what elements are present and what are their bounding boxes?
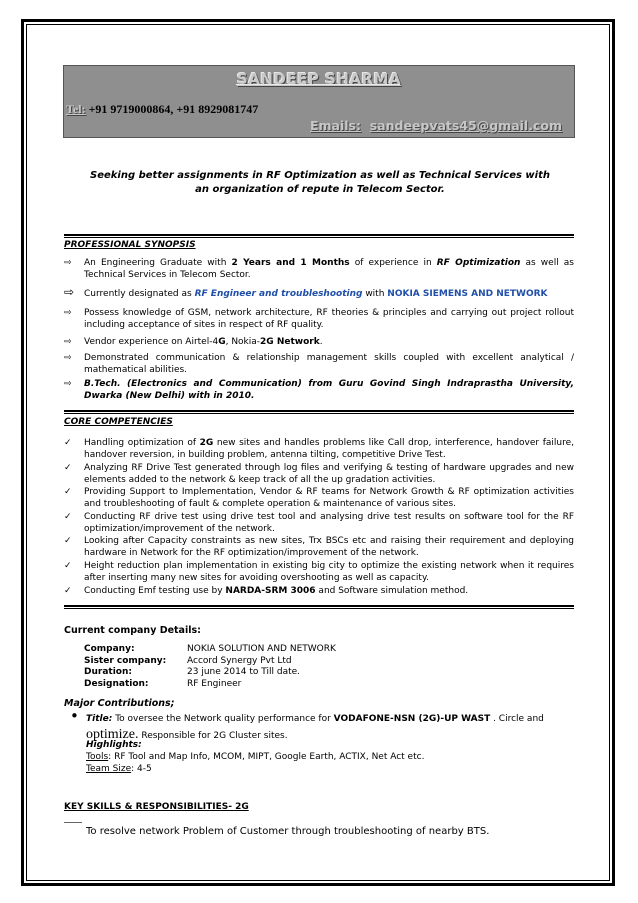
- company-details: [84, 644, 336, 690]
- competency-item: ✓ Conducting Emf testing use by NARDA-SRM 3006 and Software simulation method.: [64, 586, 469, 596]
- divider: [64, 608, 574, 609]
- arrow-icon: ⇨: [64, 353, 72, 363]
- detail-row: Company: NOKIA SOLUTION AND NETWORK: [84, 644, 336, 654]
- check-icon: ✓: [64, 438, 72, 448]
- email-label: Emails:: [309, 118, 361, 133]
- synopsis-item: ⇨ An Engineering Graduate with 2 Years and 1 Months of experience in RF Optimization as well as Technical Services in Telecom Sector.: [64, 258, 574, 280]
- candidate-name: SANDEEP SHARMA: [236, 70, 402, 88]
- tools-line: Tools: RF Tool and Map Info, MCOM, MIPT, Google Earth, ACTIX, Net Act etc.: [86, 752, 425, 762]
- synopsis-item: ⇨ Demonstrated communication & relationship management skills coupled with excellent analytical / mathematical abilities.: [64, 353, 574, 375]
- competency-item: ✓ Looking after Capacity constraints as new sites, Trx BSCs etc and raising their requirement and deploying hardware in Network for the RF optimization/improvement of the network.: [64, 536, 574, 558]
- check-icon: ✓: [64, 536, 72, 546]
- highlights-label: Highlights:: [86, 740, 142, 750]
- divider: [64, 234, 574, 236]
- divider: [64, 237, 574, 238]
- major-contributions-title: Major Contributions;: [64, 698, 175, 709]
- divider: [64, 410, 574, 412]
- synopsis-item: ⇨ B.Tech. (Electronics and Communication) from Guru Govind Singh Indraprastha University, Dwarka (New Delhi) with in 2010.: [64, 379, 574, 401]
- objective: Seeking better assignments in RF Optimization as well as Technical Services with an organization of repute in Telecom Sector.: [90, 170, 550, 195]
- synopsis-item: ⇨ Possess knowledge of GSM, network architecture, RF theories & principles and carrying out project rollout including acceptance of sites in respect of RF quality.: [64, 308, 574, 330]
- bullet-icon: •: [70, 707, 79, 725]
- key-skills-title: KEY SKILLS & RESPONSIBILITIES- 2G: [64, 802, 249, 812]
- check-icon: ✓: [64, 586, 72, 596]
- competency-item: ✓ Providing Support to Implementation, Vendor & RF teams for Network Growth & RF optimization activities and troubleshooting of fault & complete operation & maintenance of various sites.: [64, 487, 574, 509]
- team-size-line: Team Size: 4-5: [86, 764, 152, 774]
- tel-label: Tel:: [66, 102, 86, 116]
- contribution-title: • Title: To oversee the Network quality performance for VODAFONE-NSN (2G)-UP WAST . Circle and: [70, 707, 544, 725]
- divider: [64, 605, 574, 607]
- synopsis-title: PROFESSIONAL SYNOPSIS: [64, 240, 196, 250]
- check-icon: ✓: [64, 487, 72, 497]
- arrow-icon: ⇨: [64, 337, 72, 347]
- check-icon: ✓: [64, 463, 72, 473]
- check-icon: ✓: [64, 512, 72, 522]
- detail-row: Duration: 23 june 2014 to Till date.: [84, 667, 301, 677]
- divider: [64, 822, 82, 823]
- competency-item: ✓ Height reduction plan implementation in existing big city to optimize the existing network when it requires after inserting many new sites for avoiding overshooting as well as capacity.: [64, 561, 574, 583]
- synopsis-item: ⇨ Currently designated as RF Engineer and troubleshooting with NOKIA SIEMENS AND NETWORK: [64, 285, 548, 299]
- competency-item: ✓ Handling optimization of 2G new sites and handles problems like Call drop, interference, handover failure, handover reversion, in building problem, antenna tilting, competitive Drive Test.: [64, 438, 574, 460]
- key-skills-text: To resolve network Problem of Customer through troubleshooting of nearby BTS.: [86, 826, 490, 837]
- synopsis-item: ⇨ Vendor experience on Airtel-4G, Nokia-2G Network.: [64, 337, 323, 347]
- check-icon: ✓: [64, 561, 72, 571]
- current-company-title: Current company Details:: [64, 625, 201, 636]
- arrow-icon: ⇨: [64, 285, 75, 299]
- telephone: [66, 102, 258, 117]
- header-box: [63, 65, 575, 138]
- tel-value: +91 9719000864, +91 8929081747: [85, 102, 259, 116]
- competency-item: ✓ Conducting RF drive test using drive test tool and analysing drive test results on software tool for the RF optimization/improvement of the network.: [64, 512, 574, 534]
- detail-row: Designation: RF Engineer: [84, 678, 242, 689]
- email: [310, 118, 562, 133]
- divider: [64, 413, 574, 414]
- arrow-icon: ⇨: [64, 308, 72, 318]
- contribution-detail: optimize. Responsible for 2G Cluster sites.: [86, 727, 288, 742]
- competency-item: ✓ Analyzing RF Drive Test generated through log files and verifying & testing of hardware upgrades and new elements added to the network & keep track of all the up gradation activities.: [64, 463, 574, 485]
- arrow-icon: ⇨: [64, 258, 72, 268]
- arrow-icon: ⇨: [64, 379, 72, 389]
- detail-row: Sister company: Accord Synergy Pvt Ltd: [84, 655, 292, 666]
- competencies-title: CORE COMPETENCIES: [64, 417, 173, 427]
- email-value[interactable]: sandeepvats45@gmail.com: [369, 118, 562, 133]
